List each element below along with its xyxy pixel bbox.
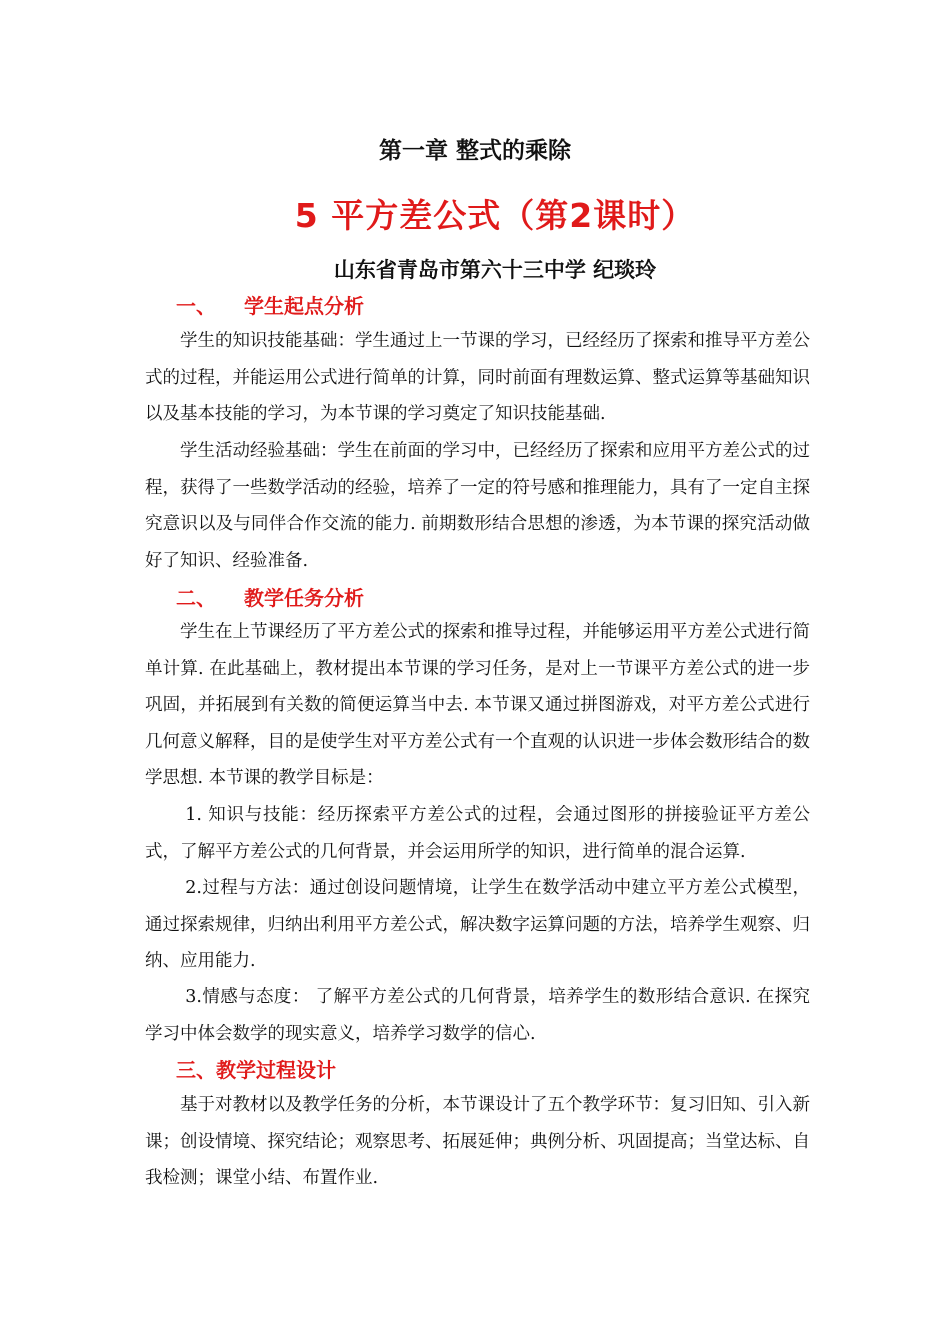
section-heading-2: [176, 582, 364, 611]
paragraph: 学生在上节课经历了平方差公式的探索和推导过程，并能够运用平方差公式进行简单计算. 在此基础上，教材提出本节课的学习任务，是对上一节课平方差公式的进一步巩固，并拓展到有关数的简便运算当中去. 本节课又通过拼图游戏，对平方差公式进行几何意义解释，目的是使学生对平方差公式有一个直观的认识进一步体会数形结合的数学思想. 本节课的教学目标是：: [145, 622, 810, 788]
paragraph: 学生活动经验基础：学生在前面的学习中，已经经历了探索和应用平方差公式的过程，获得了一些数学活动的经验，培养了一定的符号感和推理能力，具有了一定自主探究意识以及与同伴合作交流的能力. 前期数形结合思想的渗透，为本节课的探究活动做好了知识、经验准备.: [145, 441, 810, 571]
section-title: 三、教学过程设计: [176, 1058, 336, 1082]
objective-knowledge: 1. 知识与技能：经历探索平方差公式的过程，会通过图形的拼接验证平方差公式，了解平方差公式的几何背景，并会运用所学的知识，进行简单的混合运算.: [145, 805, 810, 862]
section-number: 二、: [176, 586, 216, 610]
author-line: 山东省青岛市第六十三中学 纪琰玲: [333, 258, 657, 282]
section-heading-3: [176, 1054, 336, 1083]
paragraph: 基于对教材以及教学任务的分析，本节课设计了五个教学环节：复习旧知、引入新课；创设情境、探究结论；观察思考、拓展延伸；典例分析、巩固提高；当堂达标、自我检测；课堂小结、布置作业.: [145, 1095, 810, 1188]
paragraph: 学生的知识技能基础：学生通过上一节课的学习，已经经历了探索和推导平方差公式的过程，并能运用公式进行简单的计算，同时前面有理数运算、整式运算等基础知识以及基本技能的学习，为本节课的学习奠定了知识技能基础.: [145, 331, 810, 424]
section-title: 教学任务分析: [244, 586, 364, 610]
objective-attitude: 3.情感与态度： 了解平方差公式的几何背景，培养学生的数形结合意识. 在探究学习中体会数学的现实意义，培养学习数学的信心.: [145, 987, 810, 1044]
section-number: 一、: [176, 294, 216, 318]
lesson-title: 5 平方差公式（第2课时）: [294, 196, 696, 235]
section-heading-1: [176, 290, 364, 319]
chapter-title: 第一章 整式的乘除: [378, 138, 571, 164]
section-title: 学生起点分析: [244, 294, 364, 318]
objective-process: 2.过程与方法：通过创设问题情境，让学生在数学活动中建立平方差公式模型，通过探索规律，归纳出利用平方差公式，解决数字运算问题的方法，培养学生观察、归纳、应用能力.: [145, 878, 810, 971]
